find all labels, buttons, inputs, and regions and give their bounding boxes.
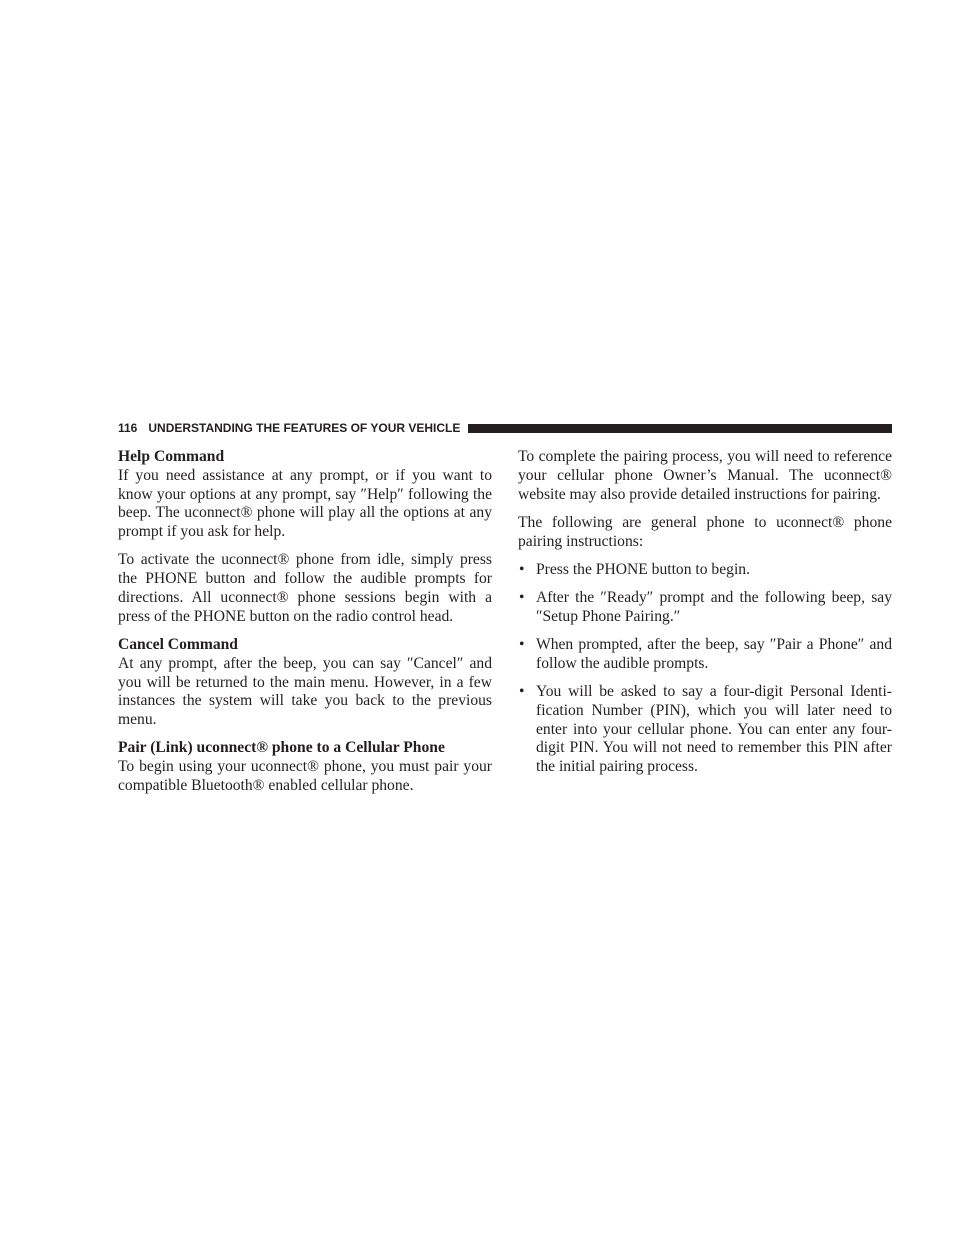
complete-pairing-paragraph: To complete the pairing process, you will need to reference your cellular phone Owner’s Manual. The uconnect® website may also provide detailed instructions for pairing. [518, 448, 892, 503]
list-item [518, 683, 892, 777]
list-item-text: You will be asked to say a four-digit Personal Identification Number (PIN), which you will later need to enter into your cellular phone. You can enter any four-digit PIN. You will not need to remember this PIN after the initial pairing process. [536, 682, 892, 776]
pair-phone-paragraph: To begin using your uconnect® phone, you must pair your compatible Bluetooth® enabled cellular phone. [118, 758, 492, 794]
page-header [118, 419, 892, 437]
page-number: 116 [118, 421, 138, 435]
cancel-command-paragraph: At any prompt, after the beep, you can say ″Cancel″ and you will be returned to the main menu. However, in a few instances the system will take you back to the previous menu. [118, 654, 492, 729]
pair-phone-heading: Pair (Link) uconnect® phone to a Cellular Phone [118, 739, 445, 757]
header-rule [468, 424, 892, 433]
right-column [518, 448, 892, 786]
help-command-paragraph: If you need assistance at any prompt, or if you want to know your options at any prompt, say ″Help″ following the beep. The uconnect® phone will play all the options at any prompt if you ask for help. [118, 466, 492, 541]
list-item-text: When prompted, after the beep, say ″Pair a Phone″ and follow the audible prompts. [536, 635, 892, 672]
list-item-text: After the ″Ready″ prompt and the following beep, say ″Setup Phone Pairing.″ [536, 588, 892, 625]
list-item [518, 561, 892, 580]
help-command-heading: Help Command [118, 448, 225, 465]
pairing-steps-list [518, 561, 892, 777]
bullet-icon: • [519, 682, 525, 700]
list-item [518, 589, 892, 627]
activate-paragraph: To activate the uconnect® phone from idle, simply press the PHONE button and follow the audible prompts for directions. All uconnect® phone sessions begin with a press of the PHONE button on the radio control head. [118, 551, 492, 625]
pairing-instructions-intro: The following are general phone to uconnect® phone pairing instructions: [518, 513, 892, 550]
bullet-icon: • [519, 635, 525, 653]
bullet-icon: • [519, 560, 525, 578]
list-item [518, 636, 892, 674]
left-column [118, 448, 492, 796]
bullet-icon: • [519, 588, 525, 606]
running-title: UNDERSTANDING THE FEATURES OF YOUR VEHICLE [148, 421, 461, 435]
cancel-command-heading: Cancel Command [118, 635, 238, 653]
list-item-text: Press the PHONE button to begin. [536, 560, 750, 578]
